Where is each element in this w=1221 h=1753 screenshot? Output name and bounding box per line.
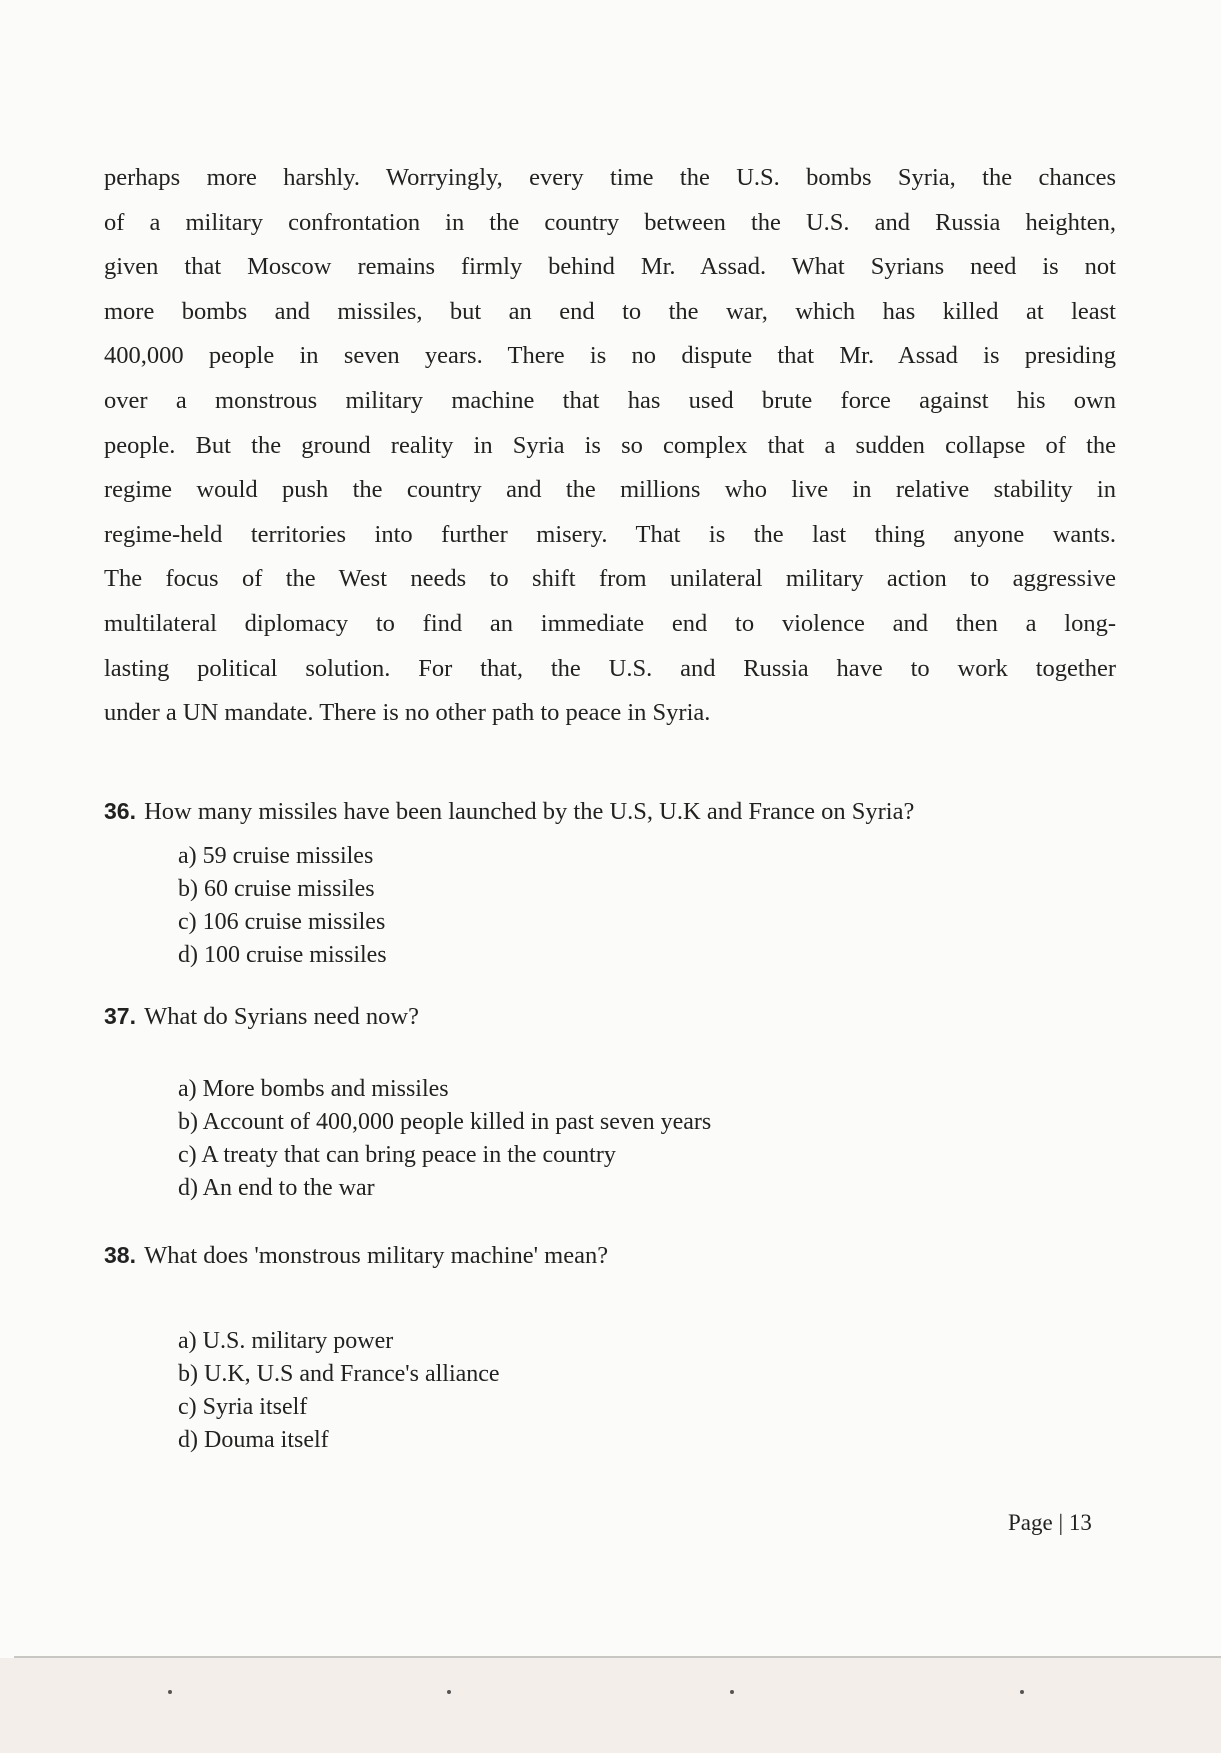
question-text: How many missiles have been launched by the U.S, U.K and France on Syria? [144, 798, 915, 825]
option-38-d: d) Douma itself [178, 1427, 329, 1453]
scan-bottom-strip [0, 1658, 1221, 1753]
option-38-a: a) U.S. military power [178, 1328, 394, 1354]
option-36-c: c) 106 cruise missiles [178, 909, 386, 935]
passage-line: more bombs and missiles, but an end to the war, which has killed at least [104, 297, 1116, 325]
page-number: Page | 13 [1008, 1510, 1092, 1535]
passage-line: lasting political solution. For that, the U.S. and Russia have to work together [104, 654, 1116, 682]
option-36-b: b) 60 cruise missiles [178, 876, 375, 902]
option-38-c: c) Syria itself [178, 1394, 308, 1420]
scan-mark [1020, 1690, 1024, 1694]
scan-mark [447, 1690, 451, 1694]
question-36 [104, 796, 1116, 827]
passage-line: multilateral diplomacy to find an immediate end to violence and then a long- [104, 609, 1116, 637]
passage-line: over a monstrous military machine that has used brute force against his own [104, 386, 1116, 414]
passage-line: people. But the ground reality in Syria is so complex that a sudden collapse of the [104, 431, 1116, 459]
question-number: 37. [104, 1003, 136, 1029]
option-37-b: b) Account of 400,000 people killed in past seven years [178, 1109, 712, 1135]
option-38-b: b) U.K, U.S and France's alliance [178, 1361, 500, 1387]
option-36-d: d) 100 cruise missiles [178, 942, 387, 968]
passage-line: regime would push the country and the millions who live in relative stability in [104, 476, 1116, 504]
option-37-a: a) More bombs and missiles [178, 1076, 449, 1102]
option-37-c: c) A treaty that can bring peace in the country [178, 1142, 616, 1168]
question-38 [104, 1240, 1116, 1271]
passage-line: under a UN mandate. There is no other path to peace in Syria. [104, 699, 711, 727]
passage-line: 400,000 people in seven years. There is no dispute that Mr. Assad is presiding [104, 342, 1116, 370]
question-37 [104, 1001, 1116, 1032]
option-37-d: d) An end to the war [178, 1175, 375, 1201]
passage-line: regime-held territories into further misery. That is the last thing anyone wants. [104, 520, 1116, 548]
scan-mark [730, 1690, 734, 1694]
reading-passage [104, 156, 1116, 736]
option-36-a: a) 59 cruise missiles [178, 843, 374, 869]
scan-mark [168, 1690, 172, 1694]
passage-line: of a military confrontation in the country between the U.S. and Russia heighten, [104, 208, 1116, 236]
question-text: What do Syrians need now? [144, 1003, 419, 1030]
question-text: What does 'monstrous military machine' mean? [144, 1242, 609, 1269]
passage-line: perhaps more harshly. Worryingly, every time the U.S. bombs Syria, the chances [104, 164, 1116, 191]
passage-line: The focus of the West needs to shift from unilateral military action to aggressive [104, 565, 1116, 593]
question-number: 36. [104, 798, 136, 824]
passage-line: given that Moscow remains firmly behind Mr. Assad. What Syrians need is not [104, 253, 1116, 281]
question-number: 38. [104, 1242, 136, 1268]
